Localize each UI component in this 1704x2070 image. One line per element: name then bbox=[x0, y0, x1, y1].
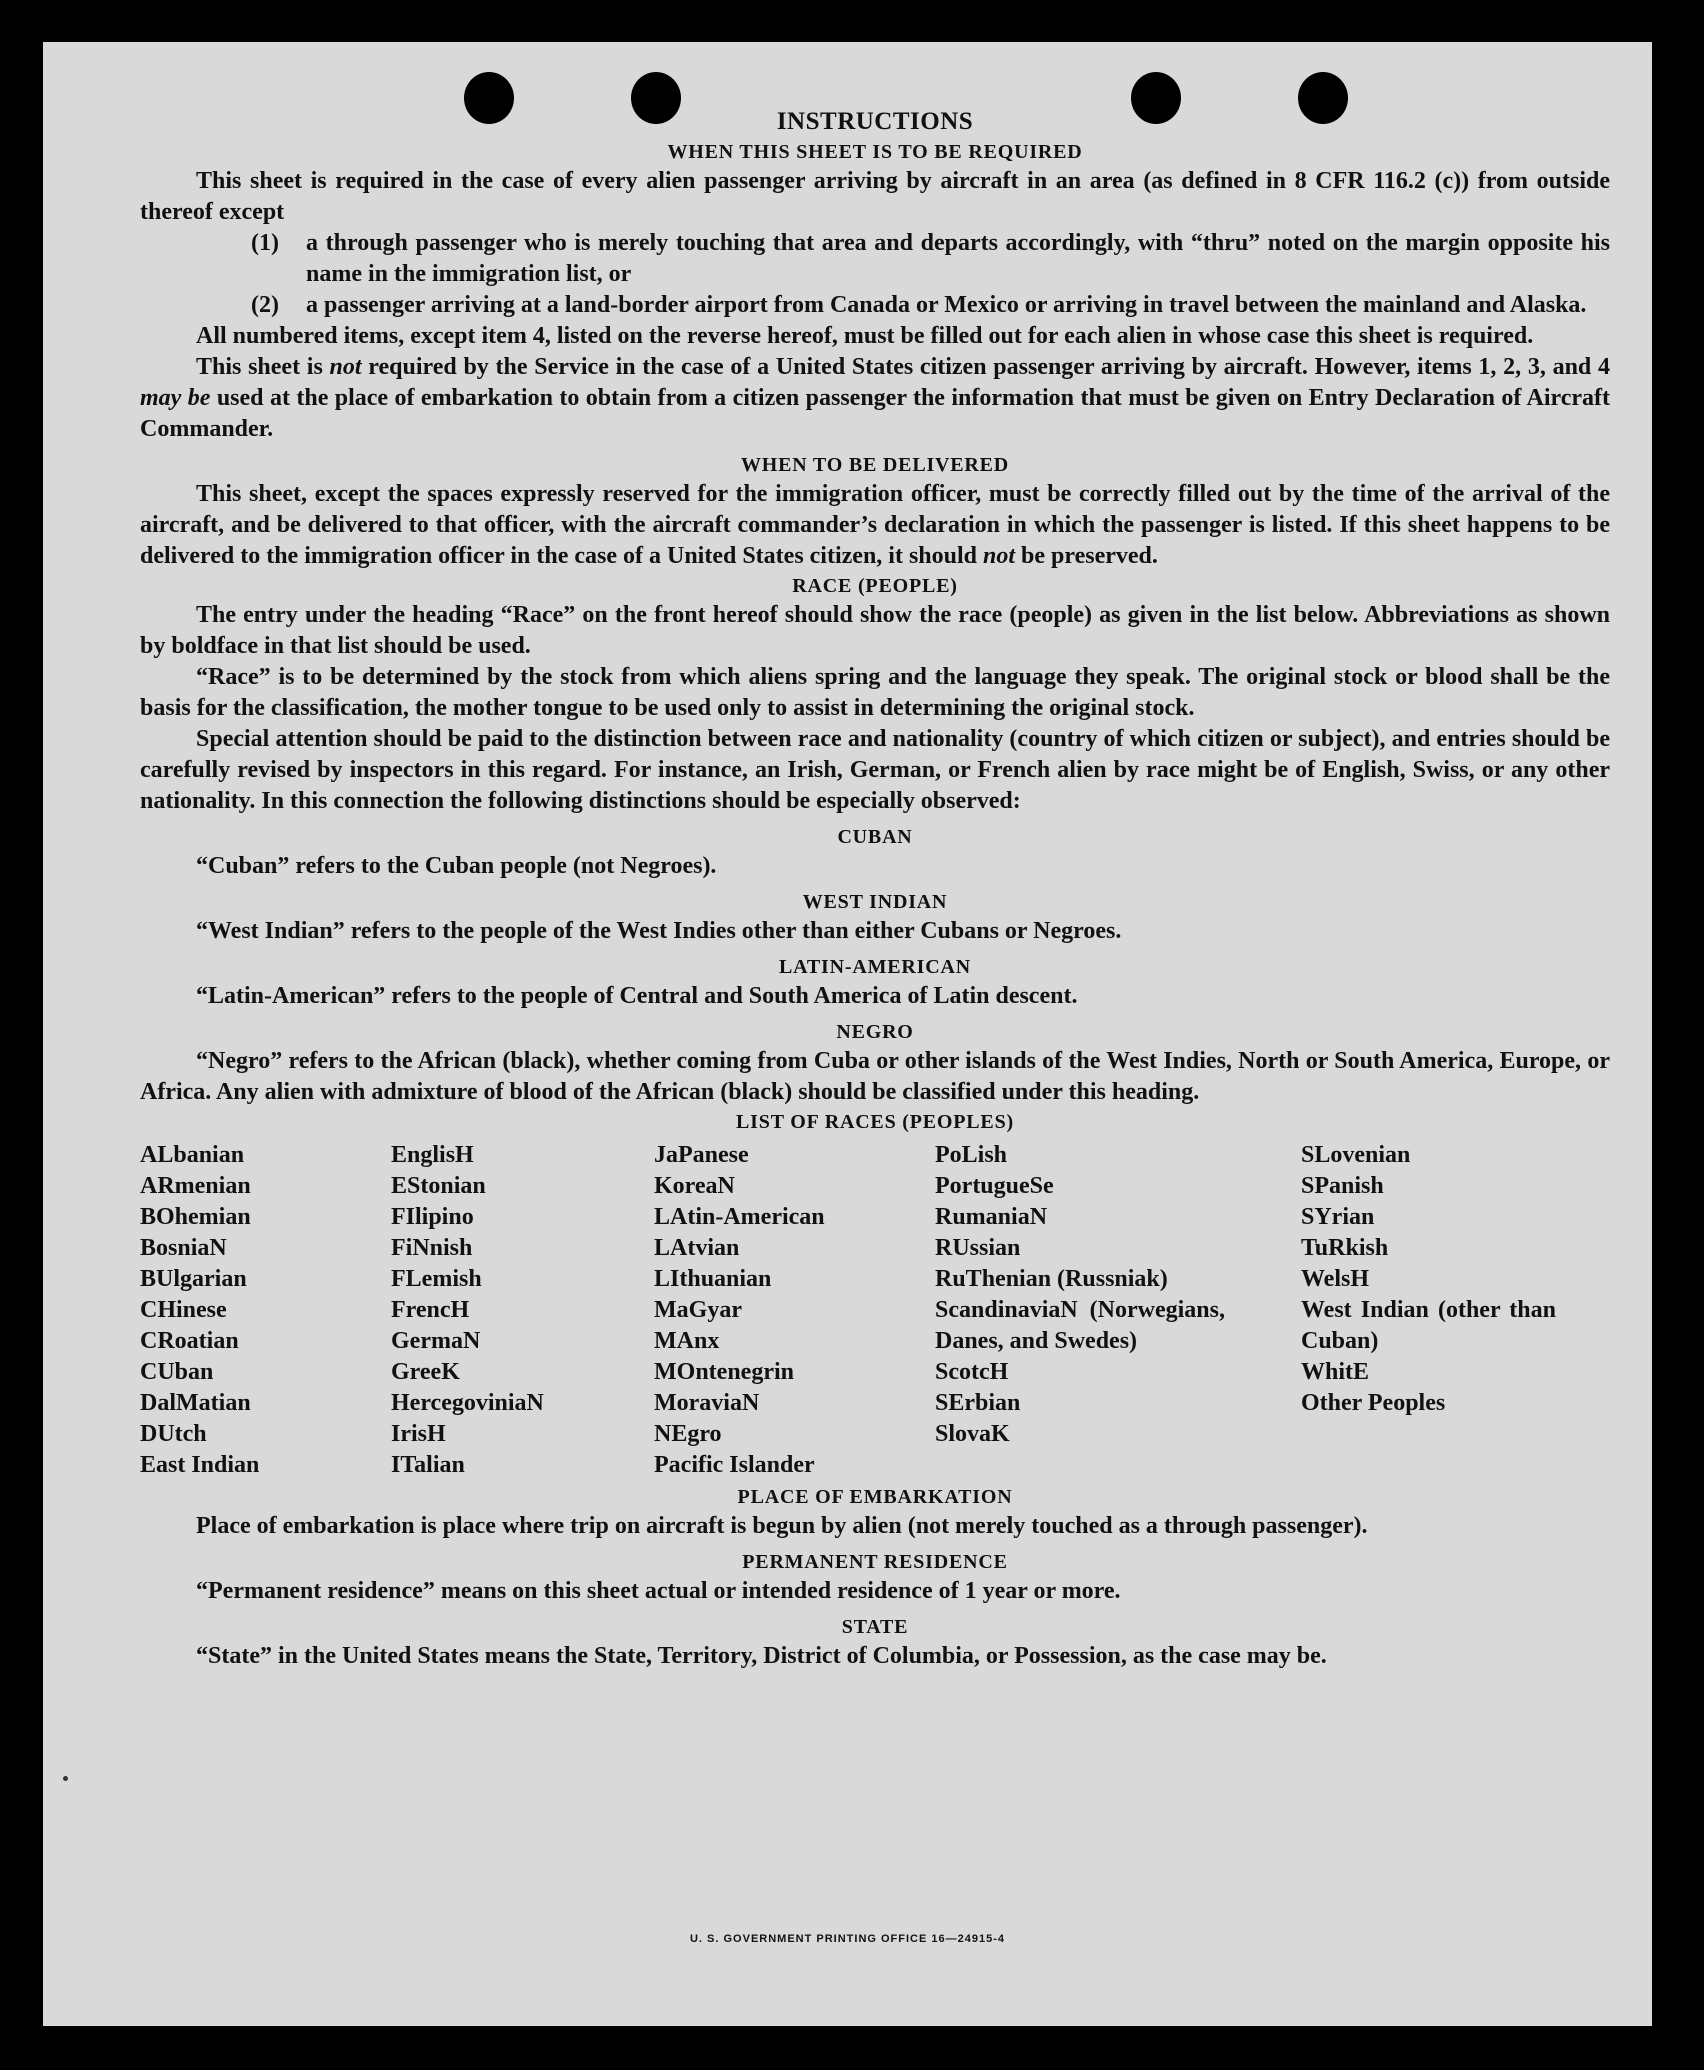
races-column-3 bbox=[654, 1140, 935, 1481]
race-entry: SLovenian bbox=[1301, 1142, 1411, 1168]
race-entry: MAnx bbox=[654, 1328, 720, 1354]
race-entry: CHinese bbox=[140, 1297, 227, 1323]
race-entry: IrisH bbox=[391, 1421, 446, 1447]
race-entry: KoreaN bbox=[654, 1173, 735, 1199]
race-entry: LAtin-American bbox=[654, 1204, 825, 1230]
race-entry: WelsH bbox=[1301, 1266, 1370, 1292]
race-entry: WhitE bbox=[1301, 1359, 1370, 1385]
text-run: This sheet, except the spaces expressly reserved for the immigration officer, must be correctly filled out by the time of the arrival of the aircraft, and be delivered to that officer, with the aircraft commander’s declaration in which the passenger is listed. If this sheet happens to be delivered to the immigration officer in the case of a United States citizen, it should bbox=[140, 481, 1610, 569]
exception-text: a through passenger who is merely touching that area and departs accordingly, with “thru” noted on the margin opposite his name in the immigration list, or bbox=[306, 230, 1610, 287]
race-entry: RUssian bbox=[935, 1235, 1021, 1261]
race-entry: PortugueSe bbox=[935, 1173, 1054, 1199]
race-entry: EStonian bbox=[391, 1173, 486, 1199]
race-entry: MaGyar bbox=[654, 1297, 742, 1323]
text-run: The entry under the heading “Race” on the front hereof should show the race (people) as given in the list below. Abbreviations as shown by bbox=[140, 602, 1610, 659]
race-entry: RumaniaN bbox=[935, 1204, 1048, 1230]
when-required-paragraph: This sheet is required in the case of every alien passenger arriving by aircraft in an area (as defined in 8 CFR 116.2 (c)) from outside thereof except bbox=[140, 168, 1610, 225]
races-list bbox=[140, 1140, 1610, 1481]
race-entry: EnglisH bbox=[391, 1142, 474, 1168]
emphasis: may be bbox=[140, 385, 211, 411]
race-entry: SYrian bbox=[1301, 1204, 1375, 1230]
exception-item bbox=[140, 290, 1610, 321]
race-entry: BosniaN bbox=[140, 1235, 227, 1261]
cuban-paragraph: “Cuban” refers to the Cuban people (not Negroes). bbox=[196, 853, 717, 879]
text-run: be preserved. bbox=[1015, 543, 1158, 569]
race-entry: MoraviaN bbox=[654, 1390, 760, 1416]
when-delivered-heading: WHEN TO BE DELIVERED bbox=[740, 454, 1010, 476]
race-entry: RuThenian (Russniak) bbox=[935, 1266, 1168, 1292]
exception-text: a passenger arriving at a land-border airport from Canada or Mexico or arriving in travel between the mainland and Alaska. bbox=[306, 292, 1587, 318]
west-indian-heading: WEST INDIAN bbox=[802, 891, 948, 913]
west-indian-paragraph: “West Indian” refers to the people of the West Indies other than either Cubans or Negroes. bbox=[196, 918, 1122, 944]
exception-number: (1) bbox=[251, 230, 279, 256]
race-entry: West Indian (other than Cuban) bbox=[1301, 1297, 1556, 1354]
races-column-4 bbox=[935, 1140, 1301, 1481]
race-entry: ScotcH bbox=[935, 1359, 1009, 1385]
emphasis: not bbox=[983, 543, 1016, 569]
race-entry: GreeK bbox=[391, 1359, 460, 1385]
race-entry: ScandinaviaN (Norwegians, Danes, and Swedes) bbox=[935, 1297, 1225, 1354]
instructions-body bbox=[140, 106, 1610, 1672]
race-entry: HercegoviniaN bbox=[391, 1390, 544, 1416]
race-entry: Pacific Islander bbox=[654, 1452, 815, 1478]
race-entry: Other Peoples bbox=[1301, 1390, 1446, 1416]
embarkation-paragraph: Place of embarkation is place where trip on aircraft is begun by alien (not merely touched as a through passenger). bbox=[196, 1513, 1368, 1539]
document-page bbox=[43, 42, 1652, 2026]
exception-number: (2) bbox=[251, 292, 279, 318]
races-column-5 bbox=[1301, 1140, 1561, 1481]
race-entry: DUtch bbox=[140, 1421, 207, 1447]
race-entry: ARmenian bbox=[140, 1173, 251, 1199]
latin-american-paragraph: “Latin-American” refers to the people of Central and South America of Latin descent. bbox=[196, 983, 1078, 1009]
race-entry: JaPanese bbox=[654, 1142, 749, 1168]
race-entry: LIthuanian bbox=[654, 1266, 772, 1292]
race-entry: SErbian bbox=[935, 1390, 1021, 1416]
list-of-races-heading: LIST OF RACES (PEOPLES) bbox=[736, 1111, 1014, 1133]
state-paragraph: “State” in the United States means the State, Territory, District of Columbia, or Possession, as the case may be. bbox=[196, 1643, 1327, 1669]
race-entry: BUlgarian bbox=[140, 1266, 247, 1292]
race-paragraph-3: Special attention should be paid to the distinction between race and nationality (country of which citizen or subject), and entries should be carefully revised by inspectors in this regard. For instance, an Irish, German, or French alien by race might be of English, Swiss, or any other nationality. In this connection the following distinctions should be especially observed: bbox=[140, 726, 1610, 814]
embarkation-heading: PLACE OF EMBARKATION bbox=[737, 1486, 1013, 1508]
text-run: This sheet is bbox=[196, 354, 330, 380]
race-heading: RACE (PEOPLE) bbox=[792, 575, 958, 597]
race-entry: TuRkish bbox=[1301, 1235, 1389, 1261]
citizen-paragraph bbox=[140, 352, 1610, 445]
races-column-2 bbox=[391, 1140, 654, 1481]
emphasis: not bbox=[329, 354, 362, 380]
race-entry: SPanish bbox=[1301, 1173, 1384, 1199]
race-entry: ITalian bbox=[391, 1452, 465, 1478]
text-run: used at the place of embarkation to obtain from a citizen passenger the information that must be given on Entry Declaration of Aircraft Commander. bbox=[140, 385, 1610, 442]
race-entry: MOntenegrin bbox=[654, 1359, 794, 1385]
race-entry: FiNnish bbox=[391, 1235, 473, 1261]
race-entry: NEgro bbox=[654, 1421, 722, 1447]
exception-item bbox=[140, 228, 1610, 290]
negro-heading: NEGRO bbox=[836, 1021, 914, 1043]
instructions-title: INSTRUCTIONS bbox=[776, 108, 974, 135]
permanent-residence-paragraph: “Permanent residence” means on this sheet actual or intended residence of 1 year or more. bbox=[196, 1578, 1121, 1604]
race-paragraph-1 bbox=[140, 600, 1610, 662]
permanent-residence-heading: PERMANENT RESIDENCE bbox=[742, 1551, 1008, 1573]
text-run: required by the Service in the case of a United States citizen passenger arriving by aircraft. However, items 1, 2, 3, and 4 bbox=[361, 354, 1610, 380]
race-entry: CUban bbox=[140, 1359, 214, 1385]
races-column-1 bbox=[140, 1140, 391, 1481]
race-paragraph-2: “Race” is to be determined by the stock from which aliens spring and the language they speak. The original stock or blood shall be the basis for the classification, the mother tongue to be used only to assist in determining the original stock. bbox=[140, 664, 1610, 721]
latin-american-heading: LATIN-AMERICAN bbox=[779, 956, 971, 978]
race-entry: FrencH bbox=[391, 1297, 470, 1323]
state-heading: STATE bbox=[841, 1616, 909, 1638]
text-run: in that list should be used. bbox=[258, 633, 531, 659]
race-entry: FLemish bbox=[391, 1266, 482, 1292]
race-entry: East Indian bbox=[140, 1452, 260, 1478]
race-entry: FIlipino bbox=[391, 1204, 474, 1230]
race-entry: ALbanian bbox=[140, 1142, 245, 1168]
race-entry: BOhemian bbox=[140, 1204, 251, 1230]
negro-paragraph: “Negro” refers to the African (black), whether coming from Cuba or other islands of the West Indies, North or South America, Europe, or Africa. Any alien with admixture of blood of the African (black) should be classified under this heading. bbox=[140, 1048, 1610, 1105]
race-entry: PoLish bbox=[935, 1142, 1008, 1168]
race-entry: CRoatian bbox=[140, 1328, 239, 1354]
emphasis: boldface bbox=[171, 633, 259, 659]
race-entry: DalMatian bbox=[140, 1390, 251, 1416]
when-required-heading: WHEN THIS SHEET IS TO BE REQUIRED bbox=[667, 141, 1083, 163]
when-delivered-paragraph bbox=[140, 479, 1610, 572]
race-entry: GermaN bbox=[391, 1328, 481, 1354]
numbered-items-paragraph: All numbered items, except item 4, listed on the reverse hereof, must be filled out for each alien in whose case this sheet is required. bbox=[196, 323, 1534, 349]
cuban-heading: CUBAN bbox=[837, 826, 913, 848]
printing-office-footer: U. S. GOVERNMENT PRINTING OFFICE 16—24915-4 bbox=[689, 1933, 1005, 1945]
speck bbox=[63, 1776, 68, 1781]
race-entry: LAtvian bbox=[654, 1235, 740, 1261]
race-entry: SlovaK bbox=[935, 1421, 1010, 1447]
